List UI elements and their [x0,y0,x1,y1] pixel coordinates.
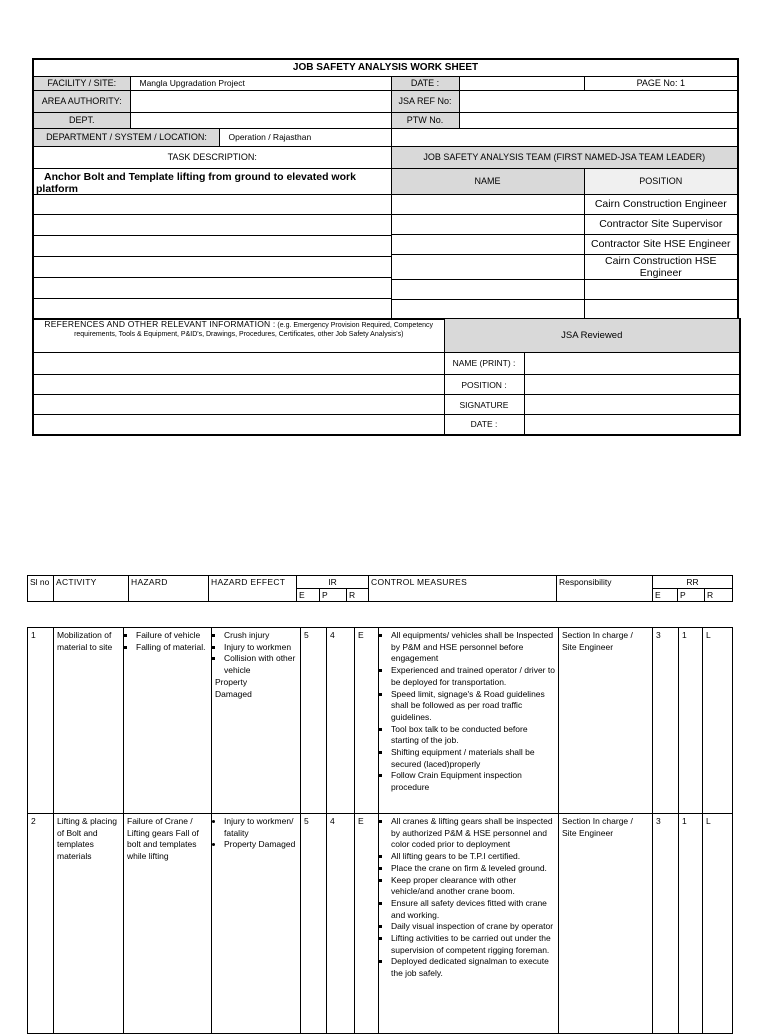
header-hazard: HAZARD [129,576,209,602]
references-line-3 [33,395,444,415]
row2-control-item: ▪ All lifting gears to be T.P.I certified. [391,851,555,863]
row1-ir-e: 5 [301,628,327,814]
row2-rr-p: 1 [679,814,703,1034]
header-rr: RR [653,576,733,589]
header-control-measures: CONTROL MEASURES [369,576,557,602]
team-name-3 [391,234,584,254]
task-description-value: Anchor Bolt and Template lifting from ground to elevated work platform [34,169,391,195]
team-name-5 [391,279,584,299]
row1-hazard-item: ▪ Falling of material. [136,642,208,654]
row1-rr-r: L [703,628,733,814]
row1-effect-extra: Property Damaged [215,676,252,699]
jsa-ref-label: JSA REF No: [391,90,459,112]
header-ir: IR [297,576,369,589]
team-position-6 [584,299,738,319]
references-label: REFERENCES AND OTHER RELEVANT INFORMATION : [44,319,276,329]
row1-effect-item: ▪ Crush injury [224,630,297,642]
hazard-table-header [27,575,733,602]
row2-control-item: ▪ All cranes & lifting gears shall be inspected by authorized P&M & HSE personnel and color coded prior to deployment [391,816,555,851]
row1-control-item: ▪ Tool box talk to be conducted before starting of the job. [391,724,555,747]
jsa-ref-value [459,90,738,112]
review-date-value [524,415,740,435]
row2-control-measures [379,814,559,1034]
row2-ir-r: E [355,814,379,1034]
team-name-1 [391,194,584,214]
references-line-4 [33,415,444,435]
task-description-area [33,168,391,319]
team-position-header: POSITION [584,168,738,194]
row1-control-item: ▪ Shifting equipment / materials shall be secured (laced)properly [391,747,555,770]
references-line-2 [33,375,444,395]
row1-activity: Mobilization of material to site [54,628,124,814]
team-position-3: Contractor Site HSE Engineer [584,234,738,254]
name-print-label: NAME (PRINT) : [444,353,524,375]
row2-responsibility: Section In charge / Site Engineer [559,814,653,1034]
facility-label: FACILITY / SITE: [33,76,130,90]
team-position-4: Cairn Construction HSE Engineer [584,254,738,279]
row2-activity: Lifting & placing of Bolt and templates materials [54,814,124,1034]
row1-responsibility: Section In charge / Site Engineer [559,628,653,814]
header-sl-no: Sl no [28,576,54,602]
area-authority-value [130,90,391,112]
references-label-cell [33,319,444,353]
row1-control-item: ▪ Experienced and trained operator / driver to be deployed for transportation. [391,665,555,688]
row1-control-item: ▪ All equipments/ vehicles shall be Inspected by P&M and HSE personnel before engagement [391,630,555,665]
team-position-2: Contractor Site Supervisor [584,214,738,234]
dept-label: DEPT. [33,112,130,128]
row1-ir-p: 4 [327,628,355,814]
row1-effect-item: ▪ Collision with other vehicle [224,653,297,676]
table-row [28,814,733,1034]
area-authority-label: AREA AUTHORITY: [33,90,130,112]
dept-system-value: Operation / Rajasthan [228,131,312,142]
review-position-value [524,375,740,395]
date-label: DATE : [391,76,459,90]
row2-control-item: ▪ Deployed dedicated signalman to execute the job safely. [391,956,555,979]
row2-effect-item: • Property Damaged [224,839,297,851]
row2-ir-e: 5 [301,814,327,1034]
hazard-table-body [27,627,733,1034]
team-position-5 [584,279,738,299]
name-print-value [524,353,740,375]
dept-system-row [33,128,391,146]
row2-control-item: ▪ Ensure all safety devices fitted with crane and working. [391,898,555,921]
table-row [28,628,733,814]
row1-hazard [124,628,212,814]
references-section [32,318,741,436]
team-name-2 [391,214,584,234]
review-position-label: POSITION : [444,375,524,395]
row1-hazard-item: ▪ Failure of vehicle [136,630,208,642]
row1-sl: 1 [28,628,54,814]
row2-hazard: Failure of Crane / Lifting gears Fall of bolt and templates while lifting [124,814,212,1034]
review-date-label: DATE : [444,415,524,435]
row1-control-measures [379,628,559,814]
row1-control-item: ▪ Follow Crain Equipment inspection procedure [391,770,555,793]
dept-system-label: DEPARTMENT / SYSTEM / LOCATION: [34,129,220,146]
row2-sl: 2 [28,814,54,1034]
row1-ir-r: E [355,628,379,814]
header-ir-r: R [347,589,369,602]
date-value [459,76,584,90]
facility-value: Mangla Upgradation Project [130,76,391,90]
worksheet-title: JOB SAFETY ANALYSIS WORK SHEET [33,59,738,76]
header-rr-p: P [678,589,705,602]
jsa-worksheet [32,58,739,320]
row2-rr-r: L [703,814,733,1034]
team-name-header: NAME [391,168,584,194]
signature-label: SIGNATURE [444,395,524,415]
row1-rr-e: 3 [653,628,679,814]
row2-hazard-effect [212,814,301,1034]
row1-hazard-effect [212,628,301,814]
row2-control-item: ▪ Daily visual inspection of crane by operator [391,921,555,933]
row1-effect-item: ▪ Injury to workmen [224,642,297,654]
header-hazard-effect: HAZARD EFFECT [209,576,297,602]
header-rr-e: E [653,589,678,602]
dept-value [130,112,391,128]
row2-control-item: ▪ Keep proper clearance with other vehicle/and another crane boom. [391,875,555,898]
row1-control-item: ▪ Speed limit, signage's & Road guidelines shall be followed as per road traffic guidelines. [391,689,555,724]
references-note: (e.g. Emergency Provision Required, Competency requirements, Tools & Equipment, P&ID's, Drawings, Procedures, Certificates, other Job Safety Analysis's) [74,322,434,338]
ptw-value [459,112,738,128]
team-name-4 [391,254,584,279]
references-line-1 [33,353,444,375]
jsa-team-label: JOB SAFETY ANALYSIS TEAM (FIRST NAMED-JSA TEAM LEADER) [391,146,738,168]
signature-value [524,395,740,415]
task-description-label: TASK DESCRIPTION: [33,146,391,168]
jsa-reviewed-label: JSA Reviewed [444,319,740,353]
row2-effect-item: • Injury to workmen/ fatality [224,816,297,839]
header-responsibility: Responsibility [557,576,653,602]
row1-rr-p: 1 [679,628,703,814]
ptw-label: PTW No. [391,112,459,128]
page-number: PAGE No: 1 [584,76,738,90]
header-rr-r: R [705,589,733,602]
dept-system-blank [391,128,738,146]
row2-control-item: ▪ Lifting activities to be carried out under the supervision of competent rigging foreman. [391,933,555,956]
team-position-1: Cairn Construction Engineer [584,194,738,214]
header-activity: ACTIVITY [54,576,129,602]
header-ir-p: P [320,589,347,602]
row2-control-item: ▪ Place the crane on firm & leveled ground. [391,863,555,875]
header-ir-e: E [297,589,320,602]
team-name-6 [391,299,584,319]
row2-rr-e: 3 [653,814,679,1034]
row2-ir-p: 4 [327,814,355,1034]
